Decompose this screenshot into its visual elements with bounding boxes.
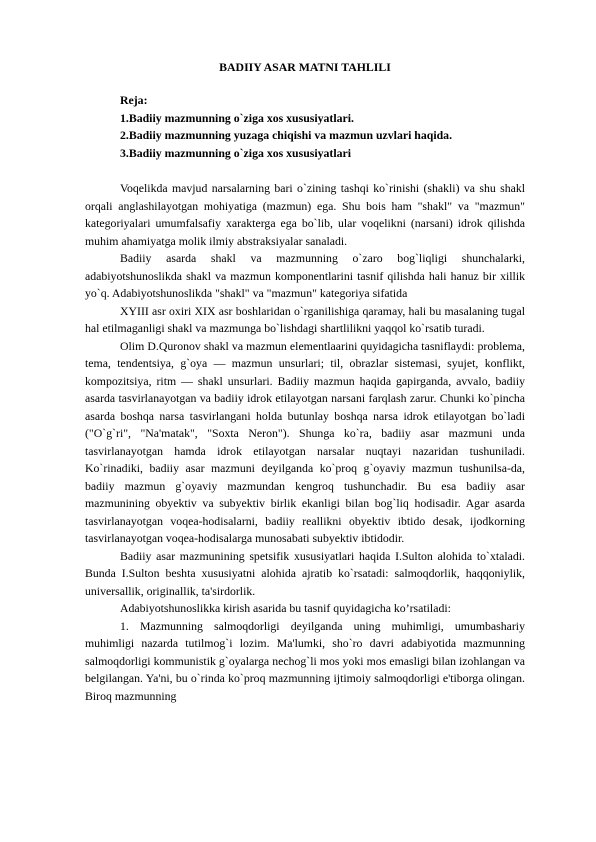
body-text: [85, 180, 525, 705]
paragraph: Voqelikda mavjud narsalarning bari o`zining tashqi ko`rinishi (shakli) va shu shakl orqali anglashilayotgan mohiyatiga (mazmun) ega. Shu bois ham "shakl" va "mazmun" kategoriyalari umumfalsafiy xarakterga ega bo`lib, ular voqelikni (narsani) idrok qilishda muhim ahamiyatga molik ilmiy abstraksiyalar sanaladi.: [85, 181, 525, 248]
plan-item-3: 3.Badiiy mazmunning o`ziga xos xususiyatlari: [120, 145, 352, 160]
paragraph: Badiiy asarda shakl va mazmunning o`zaro bog`liqligi shunchalarki, adabiyotshunoslikda shakl va mazmun komponentlarini tasnif qilishda hali hanuz bir xillik yo`q. Adabiyotshunoslikda "shakl" va "mazmun" kategoriya sifatida: [85, 251, 525, 300]
plan-section: [85, 92, 525, 162]
plan-item-1: 1.Badiiy mazmunning o`ziga xos xususiyatlari.: [120, 110, 355, 125]
paragraph: Olim D.Quronov shakl va mazmun elementlaarini quyidagicha tasniflaydi: problema, tema, tendentsiya, g`oya — mazmun unsurlari; til, obrazlar sistemasi, syujet, konflikt, kompozitsiya, ritm — shakl unsurlari. Badiiy mazmun haqida gapirganda, avvalo, badiiy asarda tasvirlanayotgan va badiiy idrok etilayotgan narsani farqlash zarur. Chunki ko`pincha asarda boshqa narsa tasvirlangani holda butunlay boshqa narsa idrok etilayotgan bo`ladi ("O`g`ri", "Na'matak", "Soxta Neron"). Shunga ko`ra, badiiy asar mazmuni unda tasvirlanayotgan hamda idrok etilayotgan narsalar nuqtayi nazaridan tushuniladi. Ko`rinadiki, badiiy asar mazmuni deyilganda ko`proq g`oyaviy mazmun tushunilsa-da, badiiy mazmun g`oyaviy mazmundan kengroq tushunchadir. Bu esa badiiy asar mazmunining obyektiv va subyektiv birlik ekanligi bilan bog`liq hodisadir. Agar asarda tasvirlanayotgan voqea-hodisalarni, badiiy reallikni obyektiv ibtido desak, ijodkorning tasvirlanayotgan voqea-hodisalarga munosabati subyektiv ibtidodir.: [85, 338, 525, 545]
plan-item-2: 2.Badiiy mazmunning yuzaga chiqishi va mazmun uzvlari haqida.: [120, 128, 453, 142]
paragraph: Badiiy asar mazmunining spetsifik xususiyatlari haqida I.Sulton alohida to`xtaladi. Bunda I.Sulton beshta xususiyatni alohida ajratib ko`rsatadi: salmoqdorlik, haqqoniylik, universallik, originallik, ta'sirdorlik.: [85, 548, 525, 598]
document-title: BADIIY ASAR MATNI TAHLILI: [219, 60, 391, 74]
document-page: [85, 60, 525, 705]
paragraph: Adabiyotshunoslikka kirish asarida bu tasnif quyidagicha ko’rsatiladi:: [120, 601, 451, 615]
paragraph: XYIII asr oxiri XIX asr boshlaridan o`rganilishiga qaramay, hali bu masalaning tugal hal etilmaganligi shakl va mazmunga bo`lishdagi shartlilikni yaqqol ko`rsatib turadi.: [85, 303, 525, 335]
plan-heading: Reja:: [120, 93, 148, 107]
paragraph: 1. Mazmunning salmoqdorligi deyilganda uning muhimligi, umumbashariy muhimligi nazarda tutilmog`i lozim. Ma'lumki, sho`ro davri adabiyotida mazmunning salmoqdorligi kommunistik g`oyalarga nechog`li mos yoki mos emasligi bilan izohlangan va belgilangan. Ya'ni, bu o`rinda ko`proq mazmunning ijtimoiy salmoqdorligi e'tiborga olingan. Biroq mazmunning: [85, 618, 525, 703]
